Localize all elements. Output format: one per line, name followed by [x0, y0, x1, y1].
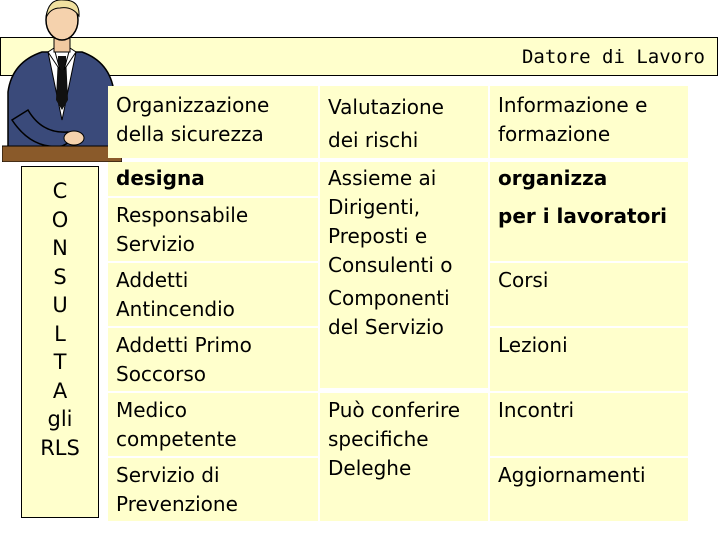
consulta-rls-box — [21, 166, 99, 518]
valutazione-text-1: Assieme ai Dirigenti, Preposti e Consulenti o — [328, 166, 453, 277]
formazione-lezioni: Lezioni — [498, 333, 568, 357]
role-antincendio: Addetti Antincendio — [116, 268, 235, 321]
side-letter: T — [53, 350, 67, 374]
role-primo-soccorso: Addetti Primo Soccorso — [116, 333, 252, 386]
formazione-aggiornamenti: Aggiornamenti — [498, 463, 646, 487]
role-medico: Medico competente — [116, 398, 237, 451]
side-letter: gli — [47, 407, 73, 431]
side-letter: N — [52, 236, 68, 260]
valutazione-text-2: Componenti del Servizio — [328, 286, 450, 339]
deleghe-text: Può conferire specifiche Deleghe — [328, 398, 461, 480]
side-letter: A — [52, 378, 68, 403]
column-header-valutazione: Valutazione dei rischi — [328, 95, 444, 152]
organizza-label: organizza — [498, 166, 608, 190]
employer-figure-icon — [2, 0, 122, 162]
side-letter: L — [54, 321, 66, 346]
column-header-organizzazione: Organizzazione della sicurezza — [116, 93, 270, 146]
side-letter: C — [52, 179, 68, 203]
designa-label: designa — [116, 166, 205, 190]
side-letter: O — [51, 207, 69, 232]
page-title: Datore di Lavoro — [521, 46, 705, 68]
role-servizio-prevenzione: Servizio di Prevenzione — [116, 463, 238, 516]
role-responsabile: Responsabile Servizio — [116, 203, 249, 256]
side-letter: U — [52, 293, 68, 317]
consulta-rls-label — [22, 177, 98, 462]
per-lavoratori-label: per i lavoratori — [498, 204, 668, 228]
formazione-corsi: Corsi — [498, 268, 549, 292]
column-header-informazione: Informazione e formazione — [498, 93, 648, 146]
side-letter: S — [53, 264, 67, 289]
side-letter: RLS — [40, 435, 80, 460]
formazione-incontri: Incontri — [498, 398, 575, 422]
